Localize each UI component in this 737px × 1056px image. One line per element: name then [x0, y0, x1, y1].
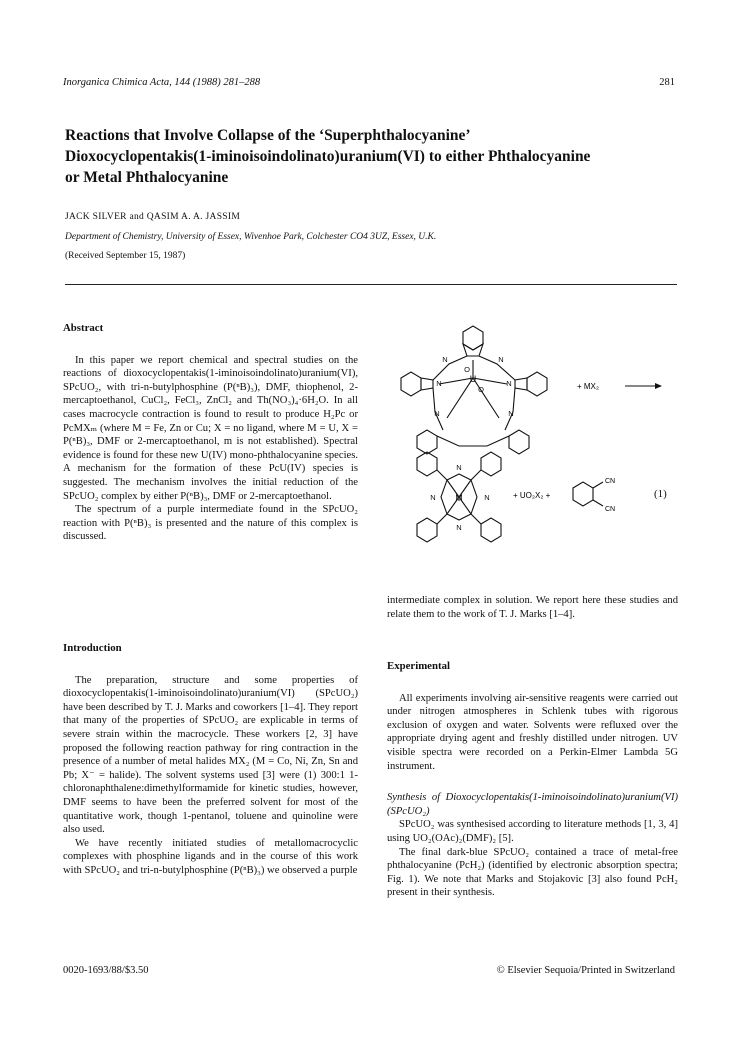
footer-code: 0020-1693/88/$3.50	[63, 965, 149, 976]
abstract-section	[63, 322, 358, 544]
cn-label-top: CN	[605, 478, 616, 485]
header-rule	[65, 284, 677, 285]
introduction-heading: Introduction	[63, 642, 122, 654]
n-label-3: N	[436, 379, 442, 388]
superphthalocyanine-structure	[401, 326, 547, 454]
pc-n-label-1: N	[456, 463, 462, 472]
n-label-4: N	[506, 379, 512, 388]
introduction-paragraph-2: We have recently initiated studies of metallomacrocyclic complexes with phosphine ligands and in the course of this work with SPcUO₂ and tri-n-butylphosphine (P(ⁿB)₃) we observed a purple	[63, 837, 358, 876]
experimental-section	[387, 660, 678, 900]
abstract-heading: Abstract	[63, 322, 104, 334]
abstract-paragraph-1: In this paper we report chemical and spectral studies on the reactions of dioxocyclopentakis(1-iminoisoindolinato)uranium(VI), SPcUO₂, with tri-n-butylphosphine (P(ⁿB)₃), DMF, thiophenol, 2-mercaptoethanol, CuCl₂, FeCl₃, ZnCl₂ and Th(NO₃)₄·6H₂O. In all cases macrocycle contraction is found to result to produce H₂Pc or PcMXₘ (where M = Fe, Zn or Cu; X = no ligand, where M = U, X = P(ⁿB)₃, DMF or 2-mercaptoethanol, m is not established). Spectral evidence is found for these new U(IV) mono-phthalocyanine species. A mechanism for the formation of these PcU(IV) species is suggested. The mechanism involves the initial reduction of the SPcUO₂ complex by either P(ⁿB)₃, DMF or 2-mercaptoethanol.	[63, 354, 358, 502]
introduction-paragraph-1: The preparation, structure and some properties of dioxocyclopentakis(1-iminoisoindolinato)uranium(VI) (SPcUO₂) have been described by T. J. Marks and coworkers [1–4]. They report that many of the properties of SPcUO₂ are explicable in terms of severe strain within the macrocycle. These workers [2, 3] have proposed the following reaction pathway for ring contraction in the presence of a number of metal halides MX₂ (M = Co, Ni, Zn, Sn and Pb; X⁻ = halide). The solvent systems used [3] were (1) 300:1 1-chloronaphthalene:dimethylformamide for kinetic studies, however, DMF seems to have been the preferred solvent for most of the quantitative work, though 1-pentanol, toluene and quinoline were also used.	[63, 674, 358, 836]
affiliation: Department of Chemistry, University of Essex, Wivenhoe Park, Colchester CO4 3UZ, Essex, U.K.	[65, 232, 437, 242]
synthesis-paragraph-2: The final dark-blue SPcUO₂ contained a trace of metal-free phthalocyanine (PcH₂) (identified by electronic absorption spectra; Fig. 1). We note that Marks and Stojakovic [3] also found PcH₂ present in their synthesis.	[387, 846, 678, 899]
reagent-bottom: + UO₂X₂ +	[513, 491, 551, 500]
n-label-2: N	[498, 355, 504, 364]
experimental-heading: Experimental	[387, 660, 450, 672]
metal-atom-label: M	[455, 493, 463, 503]
title-line-2: Dioxocyclopentakis(1-iminoisoindolinato)uranium(VI) to either Phthalocyanine	[65, 148, 591, 165]
oxo-label-top: O	[464, 365, 470, 374]
title-line-1: Reactions that Involve Collapse of the ‘Superphthalocyanine’	[65, 127, 471, 144]
synthesis-paragraph-1: SPcUO₂ was synthesised according to literature methods [1, 3, 4] using UO₂(OAc)₂(DMF)₂ [5].	[387, 819, 678, 844]
pc-n-label-2: N	[456, 523, 462, 532]
title-line-3: or Metal Phthalocyanine	[65, 169, 229, 186]
phthalonitrile-structure	[573, 482, 603, 506]
n-label-5: N	[434, 409, 440, 418]
reaction-arrow	[625, 383, 662, 389]
cn-label-bottom: CN	[605, 506, 616, 513]
equation-number: (1)	[654, 488, 667, 500]
n-label-6: N	[508, 409, 514, 418]
journal-citation: Inorganica Chimica Acta, 144 (1988) 281–288	[63, 77, 261, 88]
synthesis-subheading: Synthesis of Dioxocyclopentakis(1-iminoisoindolinato)uranium(VI) (SPcUO₂)	[387, 792, 678, 817]
reaction-scheme	[387, 318, 682, 578]
pc-n-label-3: N	[430, 493, 436, 502]
continuation-paragraph: intermediate complex in solution. We report here these studies and relate them to the work of T. J. Marks [1–4].	[387, 595, 678, 620]
uranium-atom-label: U	[469, 374, 477, 384]
received-date: (Received September 15, 1987)	[65, 251, 186, 261]
introduction-section	[63, 642, 358, 878]
article-title	[65, 125, 705, 188]
page-number: 281	[659, 77, 675, 88]
oxo-label-bottom: O	[478, 385, 484, 394]
reagent-top: + MX₂	[577, 382, 599, 391]
footer-publisher: © Elsevier Sequoia/Printed in Switzerland	[496, 965, 675, 976]
experimental-paragraph-1: All experiments involving air-sensitive reagents were carried out under nitrogen atmospheres in Schlenk tubes with rigorous exclusion of oxygen and water. Solvents were refluxed over the appropriate drying agent and freshly distilled under nitrogen. UV visible spectra were recorded on a Perkin-Elmer Lambda 5G instrument.	[387, 692, 678, 772]
authors: JACK SILVER and QASIM A. A. JASSIM	[65, 212, 241, 222]
n-label-1: N	[442, 355, 448, 364]
abstract-paragraph-2: The spectrum of a purple intermediate found in the SPcUO₂ reaction with P(ⁿB)₃ is presented and the nature of this complex is discussed.	[63, 504, 358, 543]
pc-n-label-4: N	[484, 493, 490, 502]
intro-continuation	[387, 594, 678, 621]
